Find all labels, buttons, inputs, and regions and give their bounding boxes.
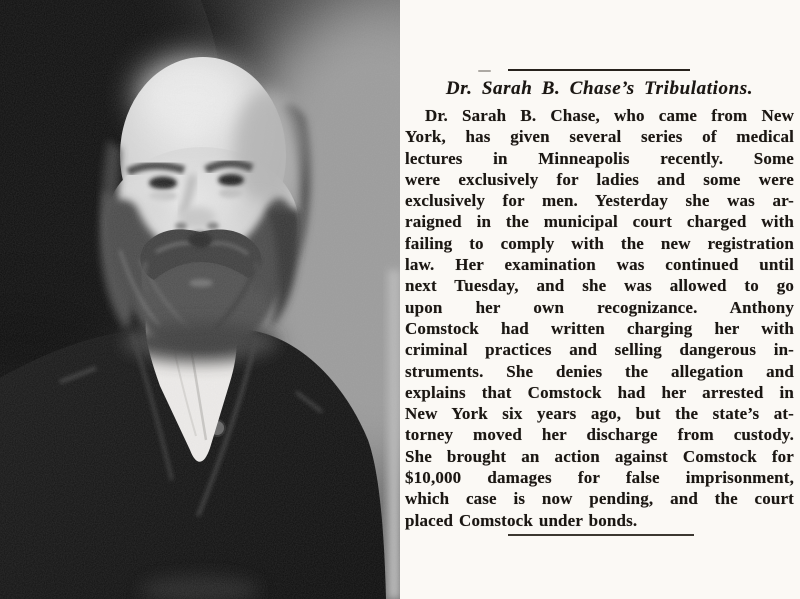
article-end-rule xyxy=(508,534,694,536)
article-line: explains that Comstock had her arrested in xyxy=(405,382,794,402)
article-line: raigned in the municipal court charged with xyxy=(405,212,794,232)
article-line: law. Her examination was continued until xyxy=(405,255,794,275)
article-line: failing to comply with the new registration xyxy=(405,233,794,253)
ink-smudge xyxy=(478,70,491,72)
article-line: criminal practices and selling dangerous in- xyxy=(405,340,794,360)
article-body xyxy=(405,105,794,531)
article-line: next Tuesday, and she was allowed to go xyxy=(405,276,794,296)
article-line: upon her own recognizance. Anthony xyxy=(405,297,794,317)
newspaper-clipping xyxy=(400,0,800,599)
article-line: She brought an action against Comstock for xyxy=(405,446,794,466)
article-line: exclusively for men. Yesterday she was ar- xyxy=(405,191,794,211)
article-line: struments. She denies the allegation and xyxy=(405,361,794,381)
article-line: were exclusively for ladies and some were xyxy=(405,169,794,189)
article-line: which case is now pending, and the court xyxy=(405,489,794,509)
article-headline: Dr. Sarah B. Chase’s Tribulations. xyxy=(445,78,754,99)
article-divider-rule xyxy=(508,69,690,71)
article-line: placed Comstock under bonds. xyxy=(405,510,638,530)
article-line: York, has given several series of medical xyxy=(405,127,794,147)
article-line: New York six years ago, but the state’s at- xyxy=(405,404,794,424)
article-line: $10,000 damages for false imprisonment, xyxy=(405,468,794,488)
article-line: lectures in Minneapolis recently. Some xyxy=(405,148,794,168)
article-line: Dr. Sarah B. Chase, who came from New xyxy=(425,106,794,125)
article-line: torney moved her discharge from custody. xyxy=(405,425,794,445)
article-line: Comstock had written charging her with xyxy=(405,318,794,338)
